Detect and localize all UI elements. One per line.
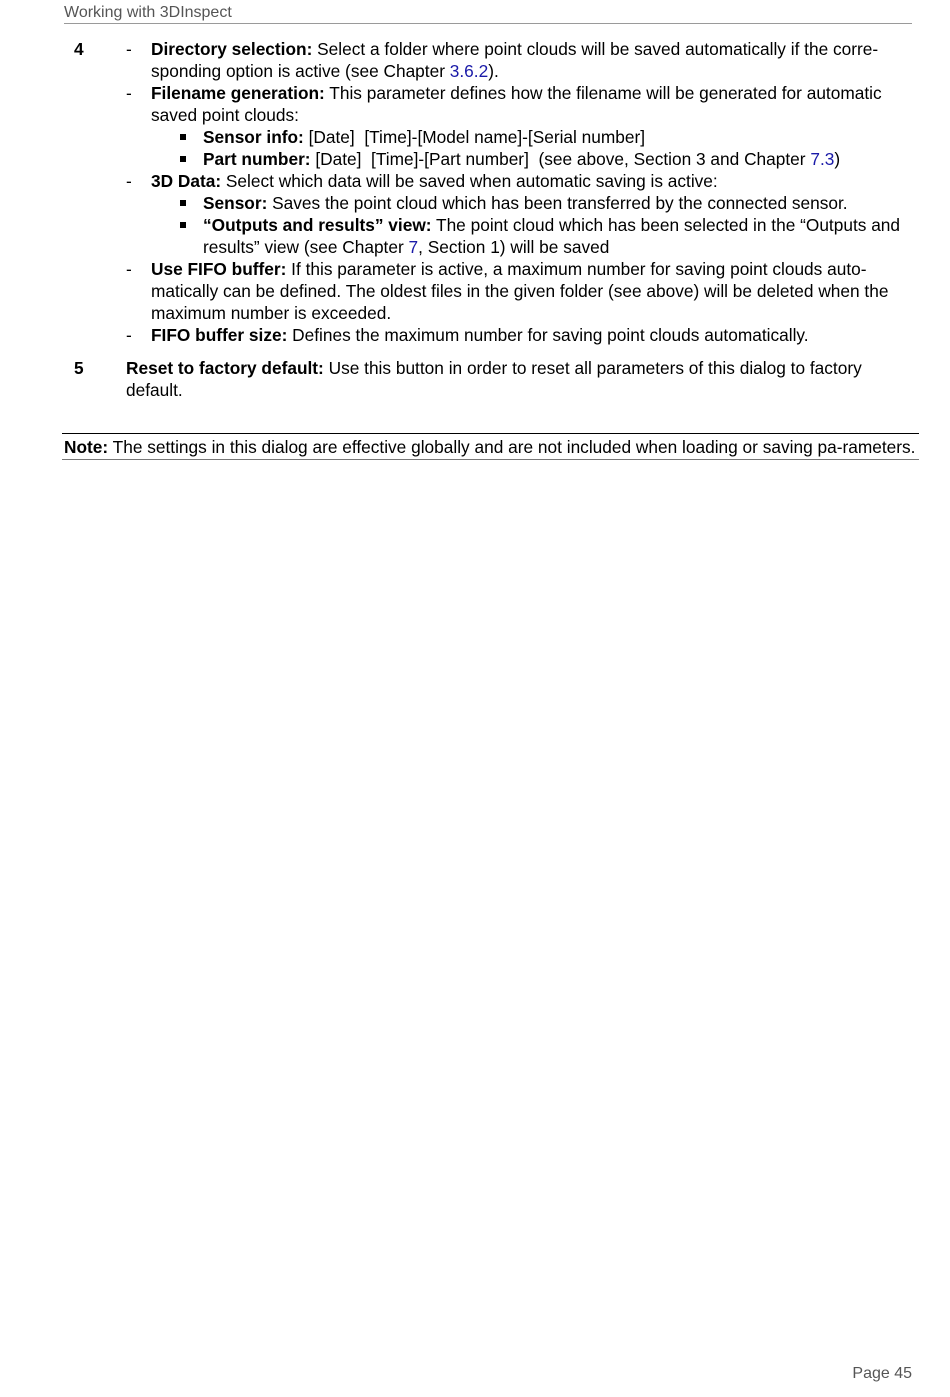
dash: - <box>126 259 132 279</box>
description: Defines the maximum number for saving point clouds automatically. <box>287 325 809 345</box>
sub-item-directory-selection <box>126 38 920 82</box>
item-number: 4 <box>74 39 84 59</box>
running-header: Working with 3DInspect <box>64 4 232 21</box>
description: [Date] [Time]-[Part number] (see above, Section 3 and Chapter <box>310 149 811 169</box>
description: Saves the point cloud which has been transferred by the connected sensor. <box>267 193 848 213</box>
dash: - <box>126 171 132 191</box>
item-4 <box>74 38 920 346</box>
dash: - <box>126 325 132 345</box>
sub-item-use-fifo-buffer <box>126 258 920 324</box>
description: Select a folder where point clouds will be saved automatically if the corre-sponding option is active (see Chapter <box>151 39 879 81</box>
note-box <box>62 433 919 460</box>
main-content <box>0 38 950 401</box>
term: “Outputs and results” view: <box>203 215 432 235</box>
sub-item-filename-generation <box>126 82 920 126</box>
dash: - <box>126 83 132 103</box>
sub-item-fifo-buffer-size <box>126 324 920 346</box>
dash: - <box>126 39 132 59</box>
chapter-link[interactable]: 7.3 <box>810 149 835 169</box>
term: Sensor info: <box>203 127 304 147</box>
term: Use FIFO buffer: <box>151 259 287 279</box>
bullet-square-icon <box>180 222 186 228</box>
description-tail: ) <box>834 149 841 169</box>
bullet-square-icon <box>180 200 186 206</box>
description: If this parameter is active, a maximum number for saving point clouds auto-matically can be defined. The oldest files in the given folder (see above) will be deleted when the maximum number is exceeded. <box>151 259 889 323</box>
note-text: The settings in this dialog are effective globally and are not included when loading or saving pa-rameters. <box>108 437 916 457</box>
term: Filename generation: <box>151 83 325 103</box>
item-5 <box>74 357 920 401</box>
item-number: 5 <box>74 358 84 378</box>
description: [Date] [Time]-[Model name]-[Serial number] <box>303 127 646 147</box>
term: Directory selection: <box>151 39 313 59</box>
description: Use this button in order to reset all parameters of this dialog to factory default. <box>126 358 862 400</box>
chapter-link[interactable]: 7 <box>408 237 419 257</box>
term: Sensor: <box>203 193 268 213</box>
description: This parameter defines how the filename will be generated for automatic saved point clouds: <box>151 83 882 125</box>
bullet-part-number <box>126 148 920 170</box>
term: Reset to factory default: <box>126 358 324 378</box>
bullet-sensor <box>126 192 920 214</box>
term: FIFO buffer size: <box>151 325 288 345</box>
term: 3D Data: <box>151 171 222 191</box>
chapter-link[interactable]: 3.6.2 <box>449 61 489 81</box>
page-number: Page 45 <box>852 1365 912 1382</box>
header-rule <box>64 23 912 24</box>
bullet-square-icon <box>180 156 186 162</box>
description-tail: ). <box>488 61 499 81</box>
description: Select which data will be saved when automatic saving is active: <box>221 171 718 191</box>
bullet-outputs-and-results-view <box>126 214 920 258</box>
term: Part number: <box>203 149 311 169</box>
note-label: Note: <box>64 437 109 457</box>
sub-item-3d-data <box>126 170 920 192</box>
bullet-sensor-info <box>126 126 920 148</box>
description-tail: , Section 1) will be saved <box>418 237 610 257</box>
description: The point cloud which has been selected in the “Outputs and results” view (see Chapter <box>203 215 901 257</box>
bullet-square-icon <box>180 134 186 140</box>
